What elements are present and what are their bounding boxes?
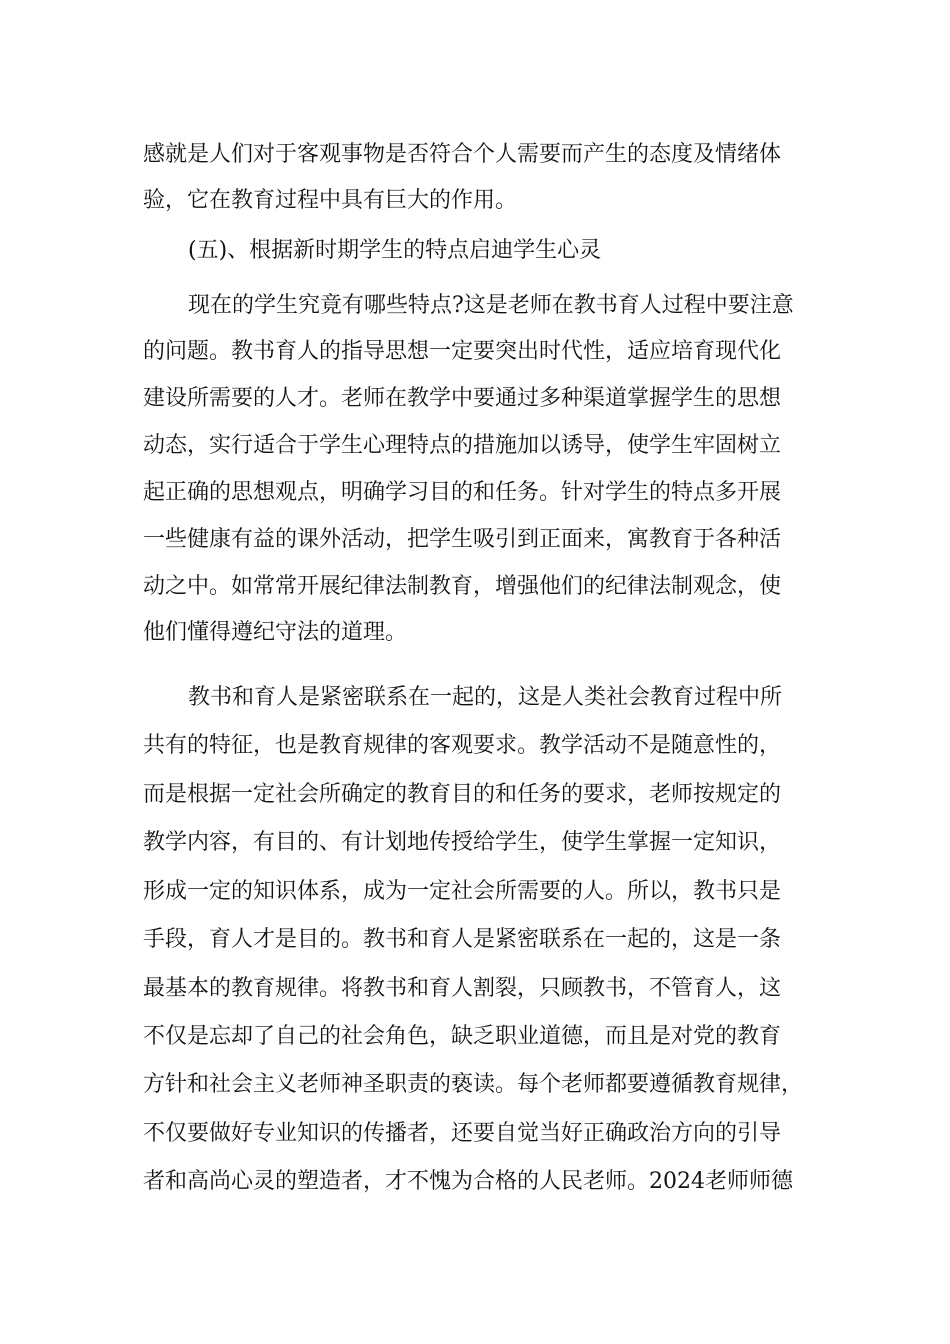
text-line: 不仅要做好专业知识的传播者，还要自觉当好正确政治方向的引导 xyxy=(143,1121,782,1146)
text-line: 最基本的教育规律。将教书和育人割裂，只顾教书，不管育人，这 xyxy=(143,976,782,1001)
text-line: 教学内容，有目的、有计划地传授给学生，使学生掌握一定知识， xyxy=(143,830,782,855)
text-line: 的问题。教书育人的指导思想一定要突出时代性，适应培育现代化 xyxy=(143,339,782,364)
text-line: 现在的学生究竟有哪些特点?这是老师在教书育人过程中要注意 xyxy=(188,293,794,318)
text-line: 他们懂得遵纪守法的道理。 xyxy=(143,620,408,645)
text-line: 共有的特征，也是教育规律的客观要求。教学活动不是随意性的， xyxy=(143,733,782,758)
text-line: 者和高尚心灵的塑造者，才不愧为合格的人民老师。2024老师师德 xyxy=(143,1169,793,1194)
text-line: 感就是人们对于客观事物是否符合个人需要而产生的态度及情绪体 xyxy=(143,142,782,167)
text-line: 教书和育人是紧密联系在一起的，这是人类社会教育过程中所 xyxy=(188,685,783,710)
text-line: 而是根据一定社会所确定的教育目的和任务的要求，老师按规定的 xyxy=(143,782,782,807)
text-line: 动之中。如常常开展纪律法制教育，增强他们的纪律法制观念，使 xyxy=(143,574,782,599)
text-line: 起正确的思想观点，明确学习目的和任务。针对学生的特点多开展 xyxy=(143,480,782,505)
text-line: 一些健康有益的课外活动，把学生吸引到正面来，寓教育于各种活 xyxy=(143,527,782,552)
text-line: 建设所需要的人才。老师在教学中要通过多种渠道掌握学生的思想 xyxy=(143,386,782,411)
text-line: 验，它在教育过程中具有巨大的作用。 xyxy=(143,188,518,213)
text-line: 形成一定的知识体系，成为一定社会所需要的人。所以，教书只是 xyxy=(143,879,782,904)
section-heading: (五)、根据新时期学生的特点启迪学生心灵 xyxy=(188,238,602,263)
text-line: 方针和社会主义老师神圣职责的亵读。每个老师都要遵循教育规律， xyxy=(143,1072,804,1097)
text-line: 动态，实行适合于学生心理特点的措施加以诱导，使学生牢固树立 xyxy=(143,433,782,458)
text-line: 不仅是忘却了自己的社会角色，缺乏职业道德，而且是对党的教育 xyxy=(143,1024,782,1049)
text-line: 手段，育人才是目的。教书和育人是紧密联系在一起的，这是一条 xyxy=(143,927,782,952)
